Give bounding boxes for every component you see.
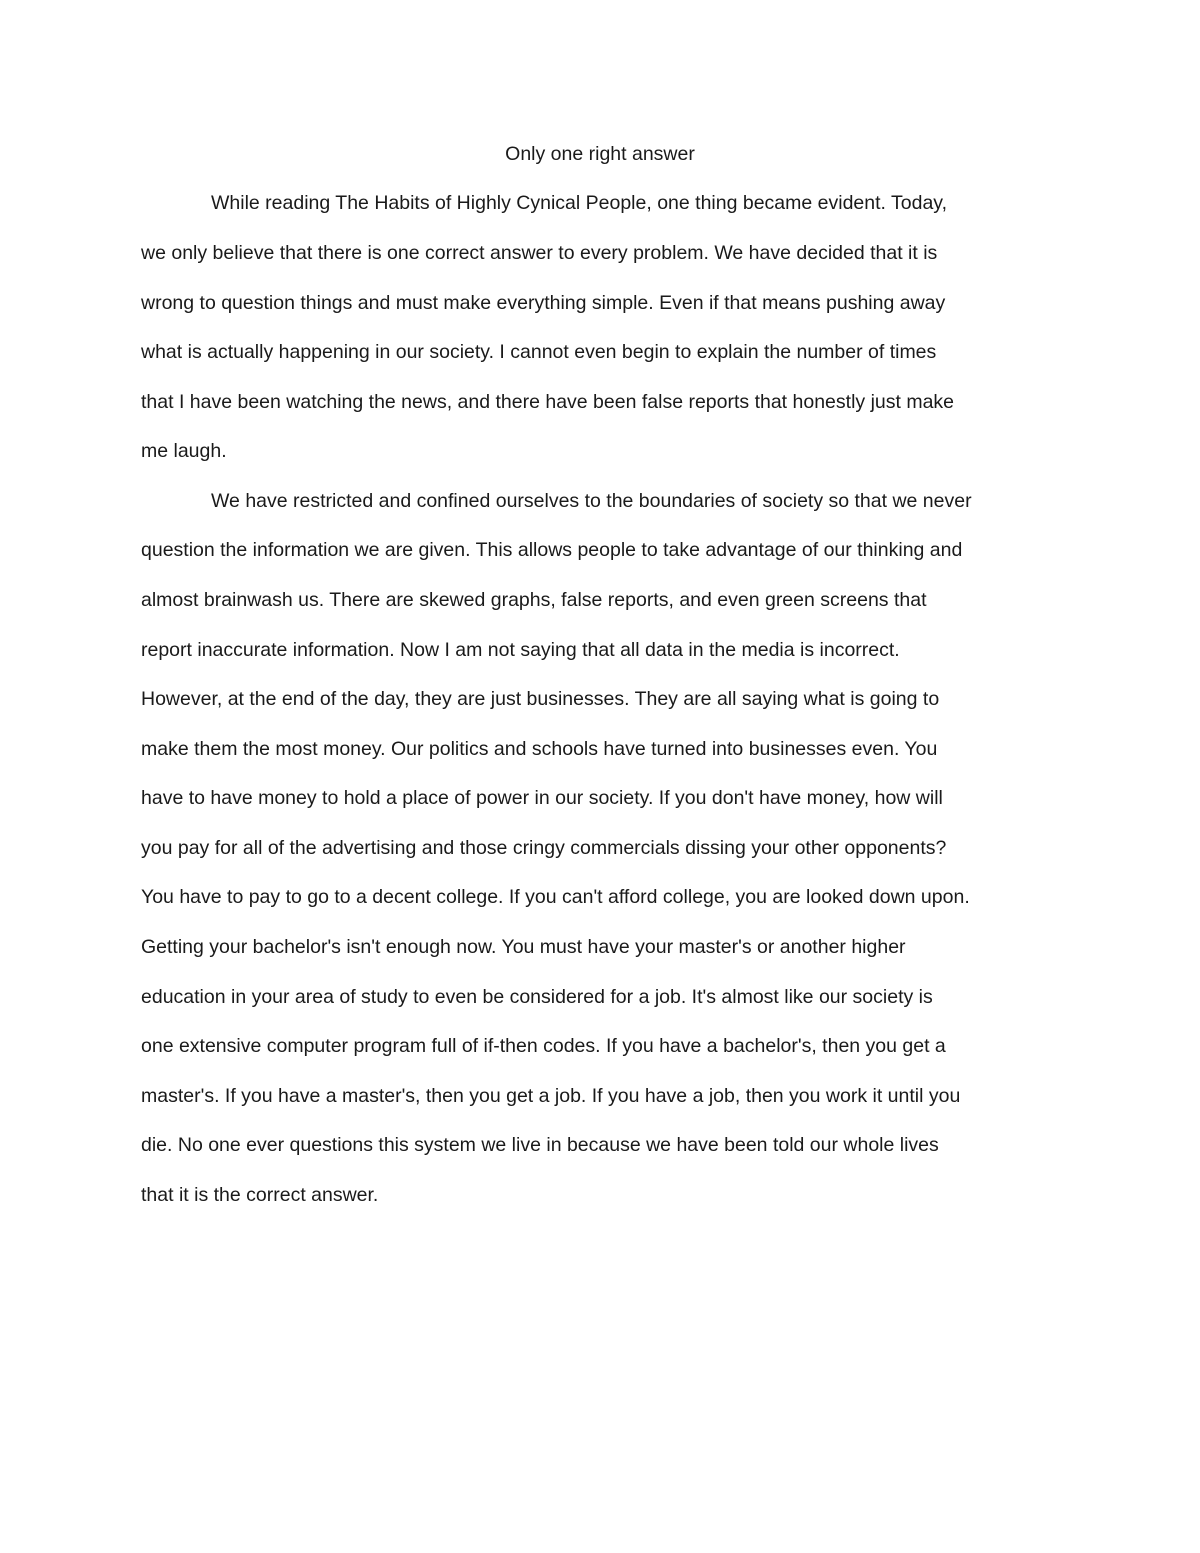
paragraph-2-line-3: almost brainwash us. There are skewed graphs, false reports, and even green screens that bbox=[141, 589, 927, 611]
paragraph-2-line-15: that it is the correct answer. bbox=[141, 1184, 379, 1206]
paragraph-2-line-10: Getting your bachelor's isn't enough now. You must have your master's or another higher bbox=[141, 936, 906, 958]
paragraph-2-line-11: education in your area of study to even be considered for a job. It's almost like our society is bbox=[141, 986, 933, 1008]
paragraph-2-line-12: one extensive computer program full of if-then codes. If you have a bachelor's, then you get a bbox=[141, 1035, 946, 1057]
paragraph-2-line-9: You have to pay to go to a decent college. If you can't afford college, you are looked down upon. bbox=[141, 886, 970, 908]
paragraph-2-line-14: die. No one ever questions this system we live in because we have been told our whole lives bbox=[141, 1134, 939, 1156]
paragraph-2-line-8: you pay for all of the advertising and those cringy commercials dissing your other opponents? bbox=[141, 837, 947, 859]
paragraph-2-line-4: report inaccurate information. Now I am not saying that all data in the media is incorrect. bbox=[141, 639, 900, 661]
paragraph-1-line-1: While reading The Habits of Highly Cynical People, one thing became evident. Today, bbox=[211, 192, 948, 214]
paragraph-2-line-7: have to have money to hold a place of power in our society. If you don't have money, how will bbox=[141, 787, 943, 809]
paragraph-2-line-5: However, at the end of the day, they are just businesses. They are all saying what is going to bbox=[141, 688, 940, 710]
paragraph-1-line-5: that I have been watching the news, and there have been false reports that honestly just make bbox=[141, 391, 955, 413]
paragraph-1-line-2: we only believe that there is one correct answer to every problem. We have decided that it is bbox=[141, 242, 938, 264]
paragraph-1-line-6: me laugh. bbox=[141, 440, 227, 462]
paragraph-1-line-4: what is actually happening in our society. I cannot even begin to explain the number of times bbox=[141, 341, 937, 363]
page-title: Only one right answer bbox=[505, 143, 695, 165]
paragraph-1-line-3: wrong to question things and must make everything simple. Even if that means pushing away bbox=[141, 292, 946, 314]
paragraph-2-line-6: make them the most money. Our politics and schools have turned into businesses even. You bbox=[141, 738, 938, 760]
paragraph-2-line-2: question the information we are given. This allows people to take advantage of our thinking and bbox=[141, 539, 963, 561]
paragraph-2-line-13: master's. If you have a master's, then you get a job. If you have a job, then you work it until you bbox=[141, 1085, 961, 1107]
paragraph-2-line-1: We have restricted and confined ourselves to the boundaries of society so that we never bbox=[211, 490, 972, 512]
